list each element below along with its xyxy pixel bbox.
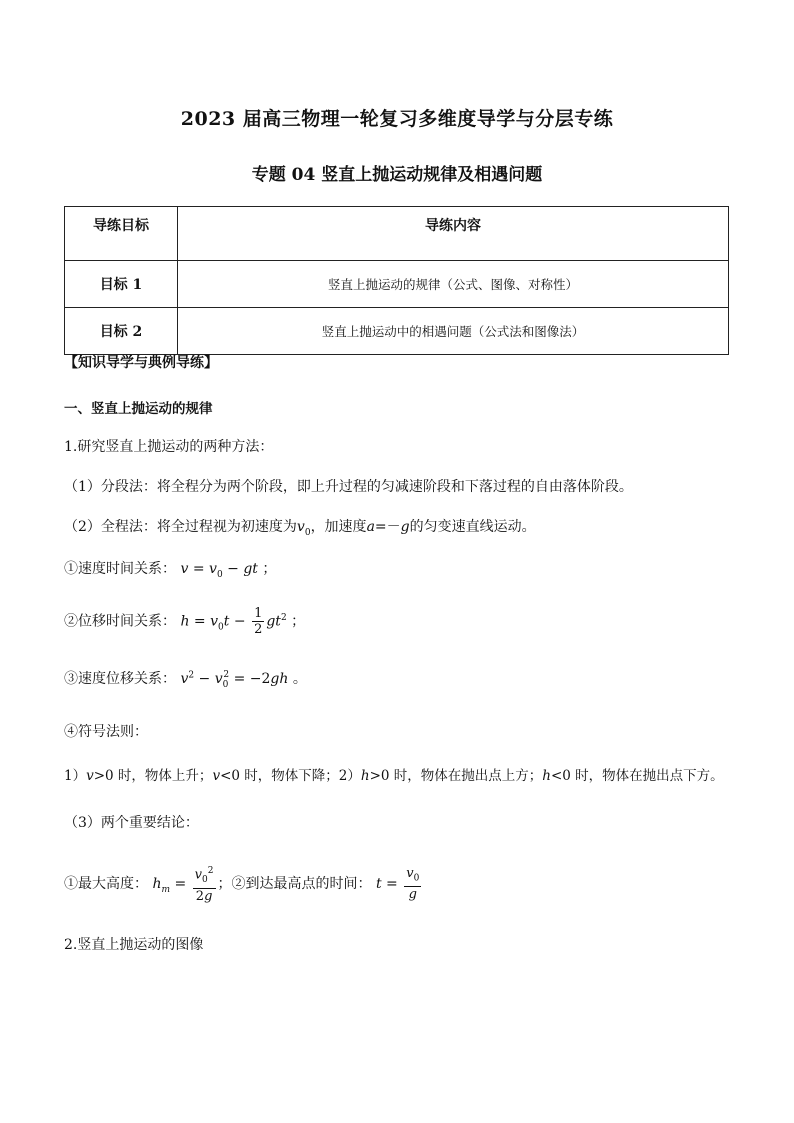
table-header-row [65,207,729,261]
velocity-time-relation: ①速度时间关系： $v = v_0$ − gt ； [64,561,277,580]
method2-mid: ，加速度 [310,519,367,535]
fraction-one-half: $\frac{1}{2}$ [254,606,263,637]
document-subtitle: 专题 04 竖直上抛运动规律及相遇问题 [251,165,543,185]
rel3-label: ③速度位移关系： [64,671,176,687]
table-header-goal: 导练目标 [65,207,178,261]
item2-text: 2.竖直上抛运动的图像 [64,937,204,953]
table-header-content: 导练内容 [178,207,729,261]
sign-rule-text: 1）v>0 时，物体上升；v<0 时，物体下降；2）h>0 时，物体在抛出点上方；h<0 时，物体在抛出点下方。 [64,768,724,784]
rel2-label: ②位移时间关系： [64,613,176,630]
velocity-displacement-relation: ③速度位移关系： $v^2 - v_0^2 = -2gh$ 。 [64,670,307,690]
conclusions-formulas: ①最大高度： $h_m$ = $\frac{v_0^2}{2g}$ ；②到达最高点的时间： t = $\frac{v_0}{g}$ [64,865,420,904]
displacement-time-relation: ②位移时间关系： $h = v_0t$ − $\frac{1}{2}$ $gt^2$ ； [64,606,306,637]
table-cell-goal: 目标 1 [65,261,178,308]
method2-prefix: （2）全程法：将全过程视为初速度为 [64,519,297,535]
document-title: 2023 届高三物理一轮复习多维度导学与分层专练 [180,108,614,130]
table-cell-content: 竖直上抛运动中的相遇问题（公式法和图像法） [178,308,729,355]
velocity-time-formula: v [180,561,189,577]
table-row [65,261,729,308]
item1-text: 1.研究竖直上抛运动的两种方法： [64,439,274,455]
max-height-fraction: $\frac{v_0^2}{2g}$ [194,866,214,904]
conclusions-label: （3）两个重要结论： [64,815,199,831]
formula-a: a [366,519,375,535]
table-cell-goal: 目标 2 [65,308,178,355]
max-height-label: ①最大高度： [64,875,148,892]
part1-heading: 一、竖直上抛运动的规律 [64,401,213,417]
time-label: ；②到达最高点的时间： [217,875,372,892]
formula-v0: v [296,519,305,535]
sign-rule-label: ④符号法则： [64,724,148,740]
method1-text: （1）分段法：将全程分为两个阶段，即上升过程的匀减速阶段和下落过程的自由落体阶段。 [64,479,633,495]
rel1-label: ①速度时间关系： [64,561,176,577]
section-heading: 【知识导学与典例导练】 [64,355,218,371]
time-fraction: $\frac{v_0}{g}$ [406,865,420,903]
goals-table [64,206,729,355]
table-cell-content: 竖直上抛运动的规律（公式、图像、对称性） [178,261,729,308]
method2-text: （2）全程法：将全过程视为初速度为$v_0$，加速度a=－g的匀变速直线运动。 [64,519,536,538]
method2-suffix: 的匀变速直线运动。 [409,519,536,535]
table-row [65,308,729,355]
